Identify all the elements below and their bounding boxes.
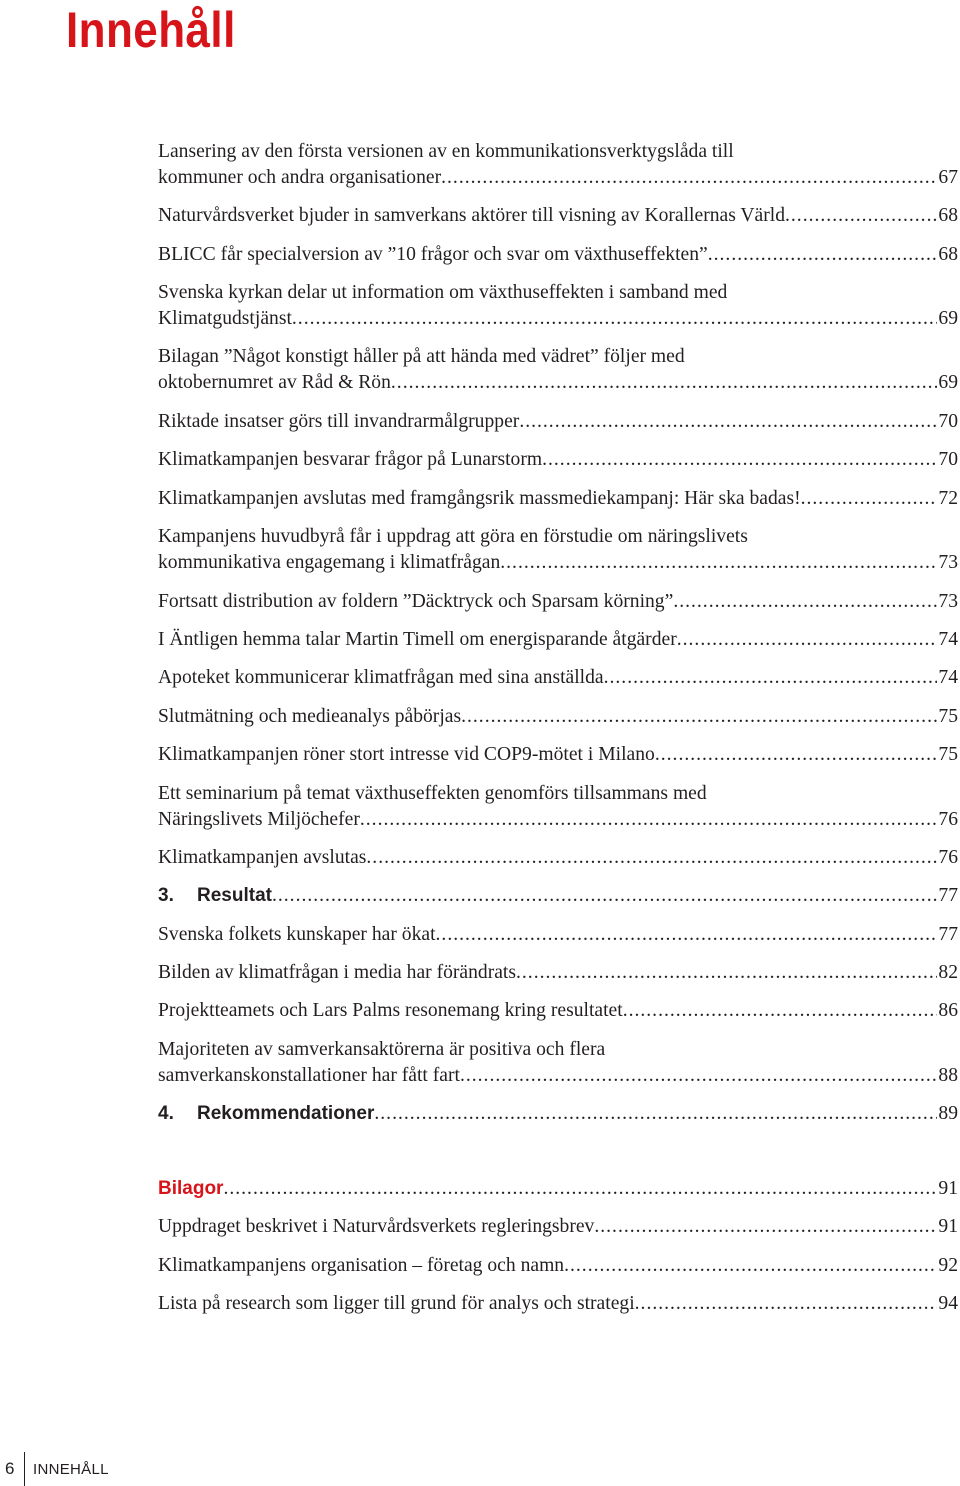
dot-leader [519, 409, 937, 435]
toc-page-number: 86 [938, 1000, 958, 1021]
dot-leader [516, 960, 937, 986]
dot-leader [673, 589, 937, 615]
toc-entry-title: Bilagor [158, 1178, 224, 1199]
toc-entry-title: Klimatkampanjen besvarar frågor på Lunarstorm [158, 449, 543, 470]
dot-leader [500, 550, 937, 576]
dot-leader [460, 1063, 937, 1089]
toc-entry-title: Svenska folkets kunskaper har ökat [158, 924, 436, 945]
toc-entry[interactable] [158, 665, 958, 691]
toc-page-number: 74 [938, 629, 958, 650]
toc-entry-title: BLICC får specialversion av ”10 frågor och svar om växthuseffekten” [158, 244, 708, 265]
dot-leader [292, 306, 938, 332]
chapter-number: 3. [158, 885, 174, 906]
toc-entry[interactable] [158, 960, 958, 986]
toc-entry-title: Slutmätning och medieanalys påbörjas [158, 706, 462, 727]
toc-entry[interactable] [158, 524, 958, 576]
dot-leader [436, 922, 938, 948]
toc-entry-title: Klimatgudstjänst [158, 308, 292, 329]
toc-entry-title: Riktade insatser görs till invandrarmålgrupper [158, 411, 520, 432]
toc-page-number: 69 [938, 372, 958, 393]
dot-leader [677, 627, 938, 653]
dot-leader [374, 1101, 937, 1127]
dot-leader [223, 1176, 937, 1202]
toc-entry-title: Rekommendationer [197, 1103, 375, 1124]
toc-page-number: 82 [938, 962, 958, 983]
toc-page-number: 94 [938, 1293, 958, 1314]
toc-entry-title: kommunikativa engagemang i klimatfrågan [158, 552, 501, 573]
toc-entry-title: kommuner och andra organisationer [158, 167, 442, 188]
toc-page-number: 68 [938, 205, 958, 226]
toc-entry-title: Klimatkampanjen avslutas med framgångsrik massmediekampanj: Här ska badas! [158, 488, 801, 509]
toc-entry[interactable] [158, 922, 958, 948]
toc-page-number: 89 [938, 1103, 958, 1124]
footer-page-number: 6 [5, 1459, 15, 1478]
dot-leader [708, 242, 938, 268]
toc-page-number: 91 [938, 1216, 958, 1237]
toc-entry[interactable] [158, 998, 958, 1024]
toc-entry-title: oktobernumret av Råd & Rön [158, 372, 391, 393]
toc-entry[interactable] [158, 242, 958, 268]
toc-entry-line: Lansering av den första versionen av en kommunikationsverktygslåda till [158, 141, 734, 162]
dot-leader [542, 447, 937, 473]
toc-entry-title: Näringslivets Miljöchefer [158, 809, 360, 830]
toc-entry-line: Bilagan ”Något konstigt håller på att hända med vädret” följer med [158, 346, 685, 367]
toc-entry[interactable] [158, 203, 958, 229]
toc-page-number: 74 [938, 667, 958, 688]
toc-entry-title: Lista på research som ligger till grund för analys och strategi [158, 1293, 635, 1314]
dot-leader [635, 1291, 938, 1317]
toc-entry[interactable] [158, 447, 958, 473]
toc-page-number: 76 [938, 847, 958, 868]
toc-page-number: 76 [938, 809, 958, 830]
toc-entry[interactable] [158, 1214, 958, 1240]
toc-page-number: 72 [938, 488, 958, 509]
toc-entry[interactable] [158, 742, 958, 768]
toc-entry-title: Uppdraget beskrivet i Naturvårdsverkets regleringsbrev [158, 1216, 595, 1237]
dot-leader [272, 883, 937, 909]
toc-page-number: 75 [938, 706, 958, 727]
toc-entry-title: Projektteamets och Lars Palms resonemang kring resultatet [158, 1000, 623, 1021]
page-title: Innehåll [66, 2, 236, 58]
toc-page-number: 70 [938, 449, 958, 470]
toc-entry-title: samverkanskonstallationer har fått fart [158, 1065, 460, 1086]
toc-entry[interactable] [158, 1291, 958, 1317]
toc-entry[interactable] [158, 704, 958, 730]
toc-entry-title: Bilden av klimatfrågan i media har förändrats [158, 962, 516, 983]
toc-page-number: 67 [938, 167, 958, 188]
toc-entry[interactable] [158, 409, 958, 435]
toc-page-number: 77 [938, 924, 958, 945]
toc-page-number: 77 [938, 885, 958, 906]
dot-leader [655, 742, 938, 768]
toc-entry-title: Fortsatt distribution av foldern ”Däcktryck och Sparsam körning” [158, 591, 674, 612]
toc-page-number: 70 [938, 411, 958, 432]
dot-leader [441, 165, 937, 191]
toc-page-number: 91 [938, 1178, 958, 1199]
footer-section-label: INNEHÅLL [33, 1461, 109, 1478]
toc-entry[interactable] [158, 139, 958, 191]
toc-entry-title: Klimatkampanjen röner stort intresse vid COP9-mötet i Milano [158, 744, 655, 765]
dot-leader [366, 845, 937, 871]
toc-chapter-heading[interactable] [158, 1101, 958, 1127]
toc-page-number: 75 [938, 744, 958, 765]
dot-leader [785, 203, 937, 229]
toc-entry-title: Apoteket kommunicerar klimatfrågan med sina anställda [158, 667, 604, 688]
dot-leader [623, 998, 938, 1024]
dot-leader [564, 1253, 937, 1279]
toc-page-number: 73 [938, 552, 958, 573]
toc-page-number: 68 [938, 244, 958, 265]
toc-entry-line: Majoriteten av samverkansaktörerna är positiva och flera [158, 1039, 606, 1060]
dot-leader [391, 370, 938, 396]
toc-page-number: 69 [938, 308, 958, 329]
toc-entry[interactable] [158, 589, 958, 615]
toc-entry[interactable] [158, 781, 958, 833]
dot-leader [461, 704, 937, 730]
toc-entry[interactable] [158, 486, 958, 512]
toc-chapter-heading[interactable] [158, 883, 958, 909]
toc-entry-line: Svenska kyrkan delar ut information om växthuseffekten i samband med [158, 282, 728, 303]
toc-entry-title: Klimatkampanjens organisation – företag och namn [158, 1255, 565, 1276]
toc-page-number: 73 [938, 591, 958, 612]
toc-page-number: 88 [938, 1065, 958, 1086]
toc-entry[interactable] [158, 1037, 958, 1089]
dot-leader [604, 665, 938, 691]
chapter-number: 4. [158, 1103, 174, 1124]
footer-divider [24, 1452, 25, 1486]
dot-leader [801, 486, 938, 512]
toc-entry-title: I Äntligen hemma talar Martin Timell om energisparande åtgärder [158, 629, 677, 650]
toc-entry-title: Naturvårdsverket bjuder in samverkans aktörer till visning av Korallernas Värld [158, 205, 785, 226]
toc-page-number: 92 [938, 1255, 958, 1276]
toc-entry[interactable] [158, 344, 958, 396]
toc-entry[interactable] [158, 1253, 958, 1279]
toc-entry-line: Ett seminarium på temat växthuseffekten genomförs tillsammans med [158, 783, 707, 804]
toc-entry-title: Resultat [197, 885, 272, 906]
dot-leader [594, 1214, 937, 1240]
toc-entry[interactable] [158, 280, 958, 332]
toc-entry-line: Kampanjens huvudbyrå får i uppdrag att göra en förstudie om näringslivets [158, 526, 748, 547]
dot-leader [360, 807, 938, 833]
toc-entry[interactable] [158, 627, 958, 653]
toc-entry-title: Klimatkampanjen avslutas [158, 847, 367, 868]
toc-entry[interactable] [158, 845, 958, 871]
toc-appendix-heading[interactable] [158, 1176, 958, 1202]
